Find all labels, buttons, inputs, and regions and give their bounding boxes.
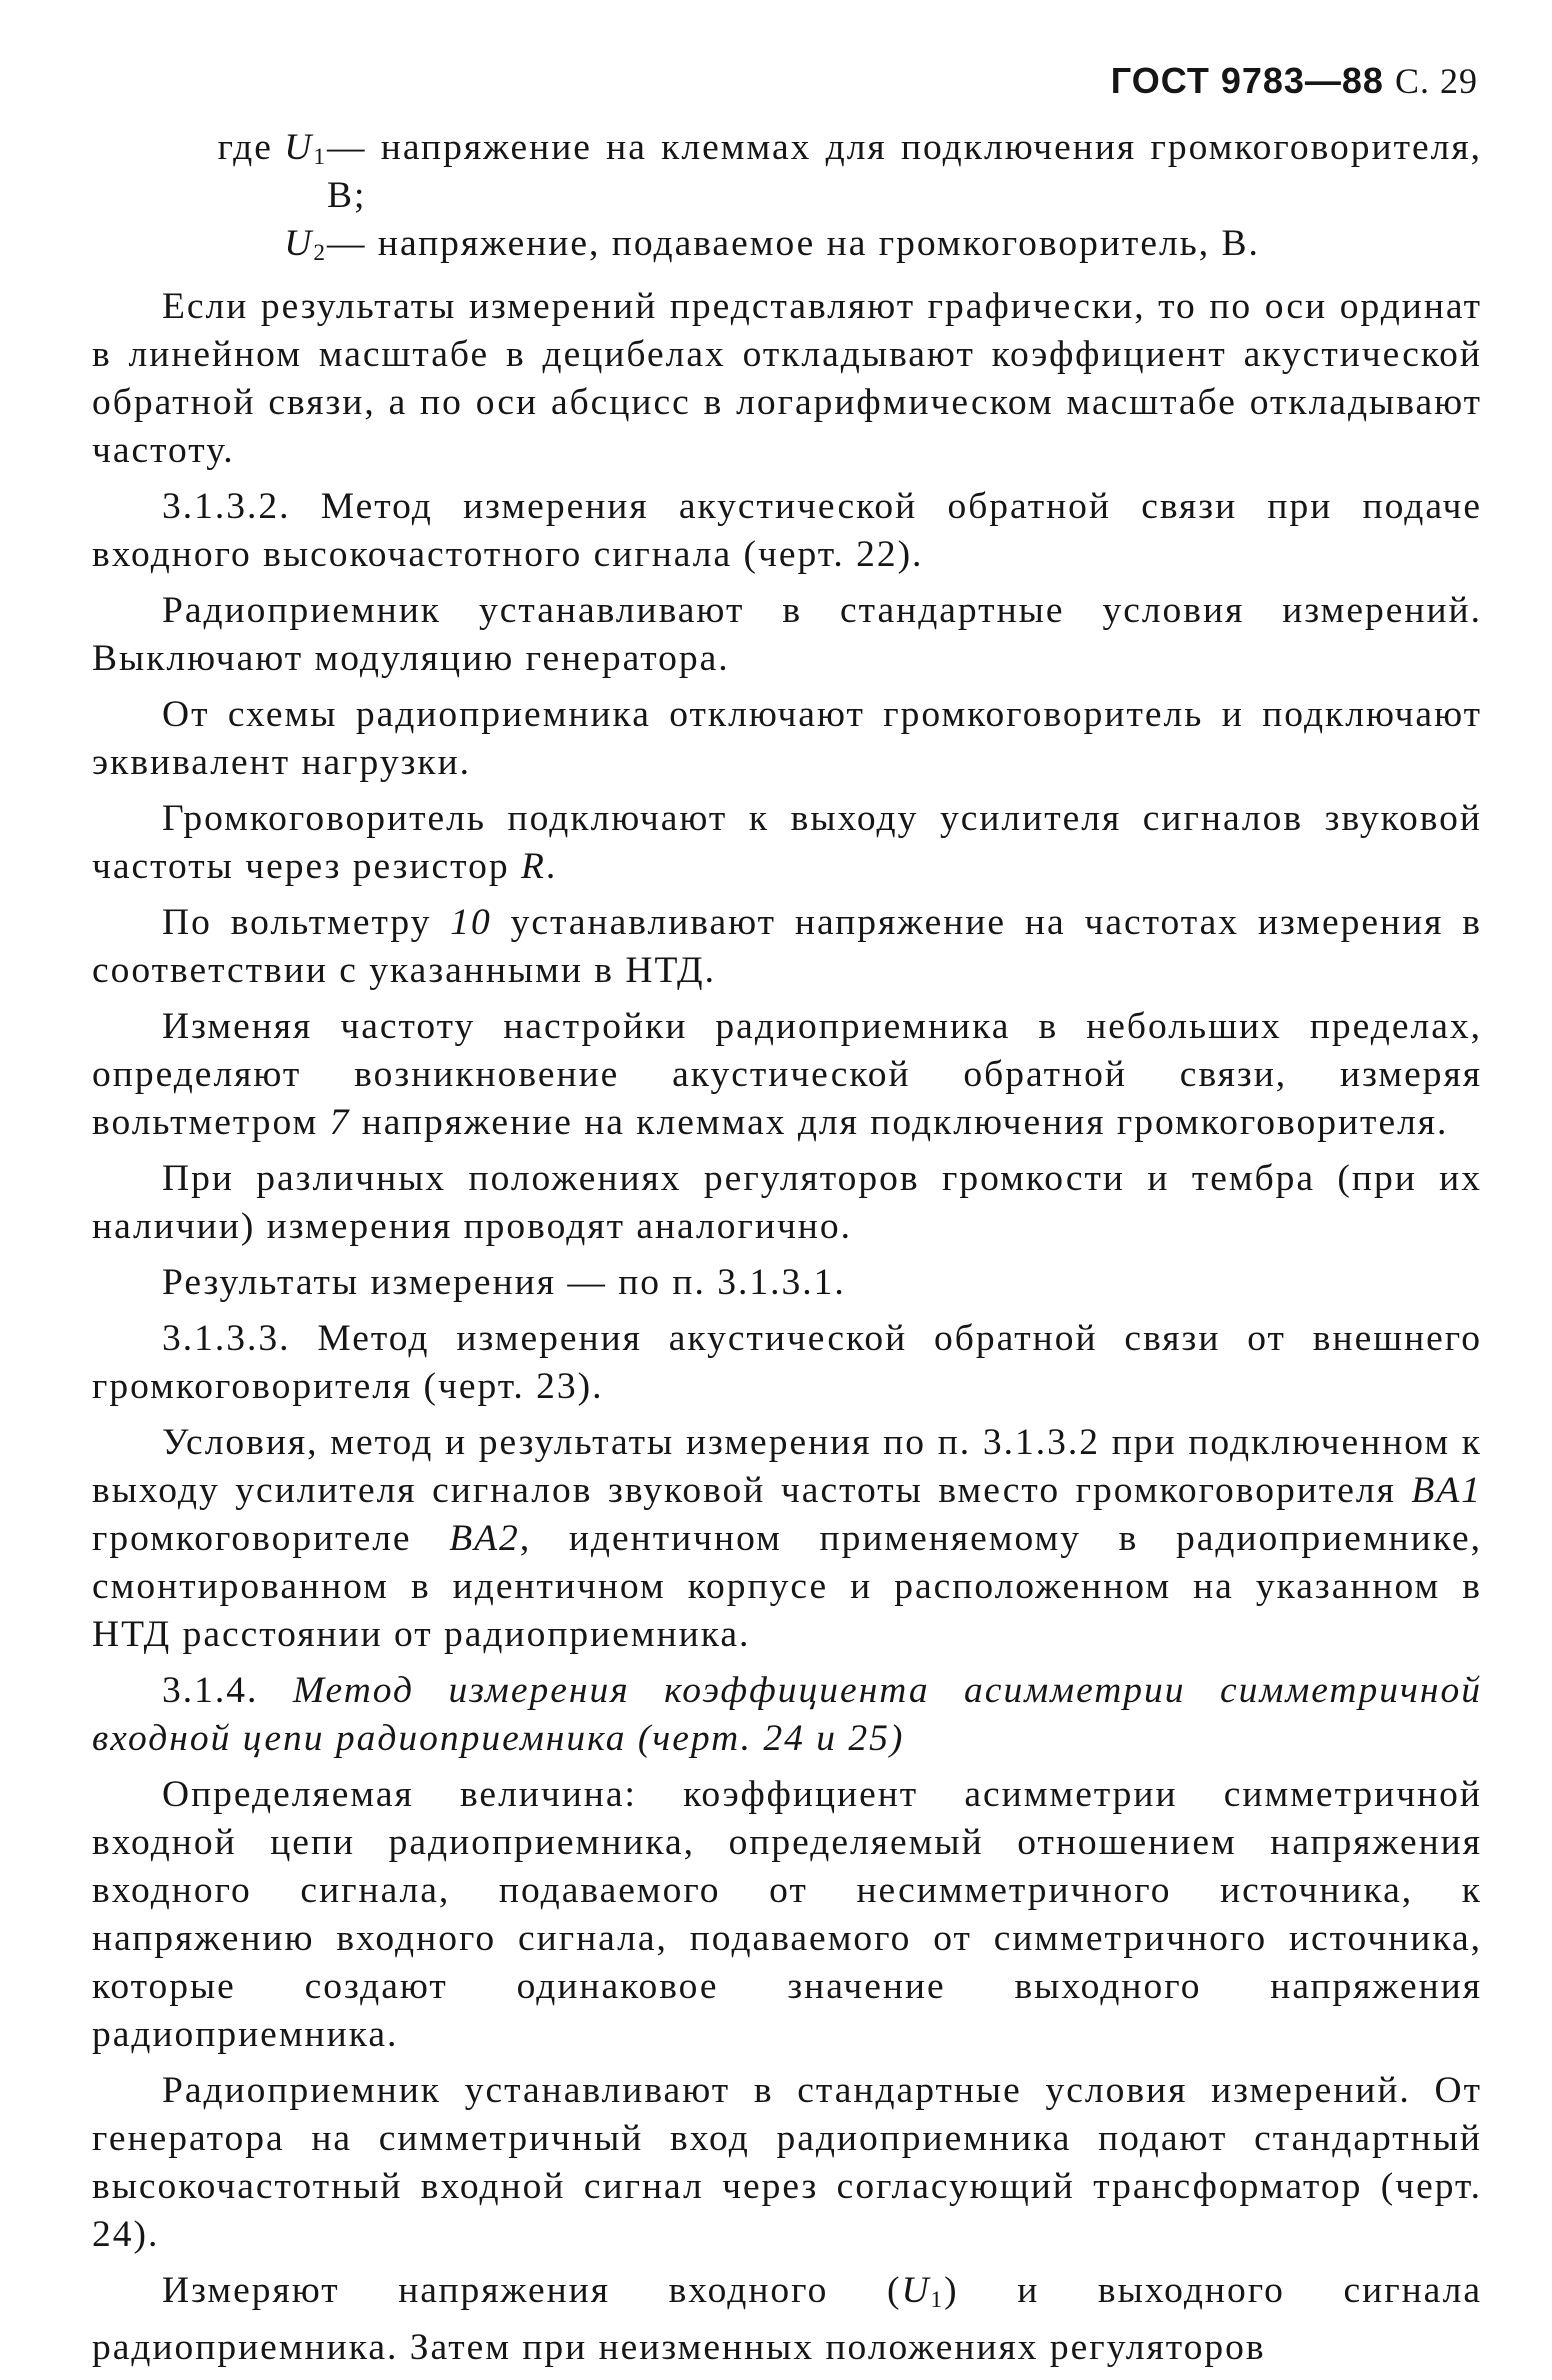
page-header <box>92 60 1482 102</box>
resistor-symbol: R <box>520 846 546 888</box>
paragraph: Определяемая величина: коэффициент асимметрии симметричной входной цепи радиоприемника, определяемый отношением напряжения входного сигнала, подаваемого от несимметричного источника, к напряжению входного сигнала, подаваемого от симметричного источника, которые создают одинаковое значение выходного напряжения радиоприемника. <box>92 1774 1482 2056</box>
paragraph: При различных положениях регуляторов громкости и тембра (при их наличии) измерения проводят аналогично. <box>92 1158 1482 1248</box>
definition-text: — напряжение на клеммах для подключения громкоговорителя, В; <box>327 127 1482 216</box>
section-heading-3-1-4: 3.1.4. Метод измерения коэффициента асимметрии симметричной входной цепи радиоприемника (черт. 24 и 25) <box>92 1670 1482 1760</box>
paragraph: Если результаты измерений представляют графически, то по оси ординат в линейном масштабе в децибелах откладывают коэффициент акустической обратной связи, а по оси абсцисс в логарифмическом масштабе откладывают частоту. <box>92 286 1482 472</box>
definition-prefix: где <box>217 127 285 168</box>
paragraph: Условия, метод и результаты измерения по п. 3.1.3.2 при подключенном к выходу усилителя сигналов звуковой частоты вместо громкоговорителя BA1 громкоговорителе BA2, идентичном применяемому в радиоприемнике, смонтированном в идентичном корпусе и расположенном на указанном в НТД расстоянии от радиоприемника. <box>92 1422 1482 1656</box>
paragraph: От схемы радиоприемника отключают громкоговоритель и подключают эквивалент нагрузки. <box>92 694 1482 784</box>
paragraph: Результаты измерения — по п. 3.1.3.1. <box>162 1262 846 1304</box>
symbol-u: U <box>284 223 314 264</box>
document-page <box>92 60 1482 2380</box>
symbol-subscript: 1 <box>930 2287 945 2314</box>
paragraph: Радиоприемник устанавливают в стандартные условия измерений. От генератора на симметричный вход радиоприемника подают стандартный высокочастотный входной сигнал через согласующий трансформатор (черт. 24). <box>92 2070 1482 2256</box>
voltmeter-ref: 10 <box>450 902 492 944</box>
definition-u1 <box>92 124 1482 220</box>
section-heading-3-1-3-2: 3.1.3.2. Метод измерения акустической обратной связи при подаче входного высокочастотного сигнала (черт. 22). <box>92 486 1482 576</box>
section-heading-3-1-3-3: 3.1.3.3. Метод измерения акустической обратной связи от внешнего громкоговорителя (черт. 23). <box>92 1318 1482 1408</box>
voltmeter-ref: 7 <box>329 1102 351 1144</box>
paragraph: Радиоприемник устанавливают в стандартные условия измерений. Выключают модуляцию генератора. <box>92 590 1482 680</box>
variable-definitions <box>92 124 1482 277</box>
symbol-u: U <box>284 127 314 168</box>
standard-number: ГОСТ 9783—88 <box>1110 60 1384 101</box>
symbol-subscript: 1 <box>313 144 327 171</box>
speaker-ref-ba2: BA2 <box>449 1518 520 1560</box>
definition-text: — напряжение, подаваемое на громкоговоритель, В. <box>327 223 1260 264</box>
paragraph: По вольтметру 10 устанавливают напряжение на частотах измерения в соответствии с указанными в НТД. <box>92 902 1482 992</box>
paragraph: Измеряют напряжения входного $(U_1)$ и выходного сигнала радиоприемника. Затем при неизменных положениях регуляторов <box>92 2270 1482 2369</box>
paragraph: Изменяя частоту настройки радиоприемника в небольших пределах, определяют возникновение акустической обратной связи, измеряя вольтметром 7 напряжение на клеммах для подключения громкоговорителя. <box>92 1006 1482 1144</box>
symbol-subscript: 2 <box>313 240 327 267</box>
speaker-ref-ba1: BA1 <box>1411 1470 1482 1512</box>
paragraph: Громкоговоритель подключают к выходу усилителя сигналов звуковой частоты через резистор R. <box>92 798 1482 888</box>
definition-u2 <box>92 220 1482 277</box>
page-number: С. 29 <box>1394 61 1478 101</box>
symbol-u: U <box>901 2270 931 2312</box>
